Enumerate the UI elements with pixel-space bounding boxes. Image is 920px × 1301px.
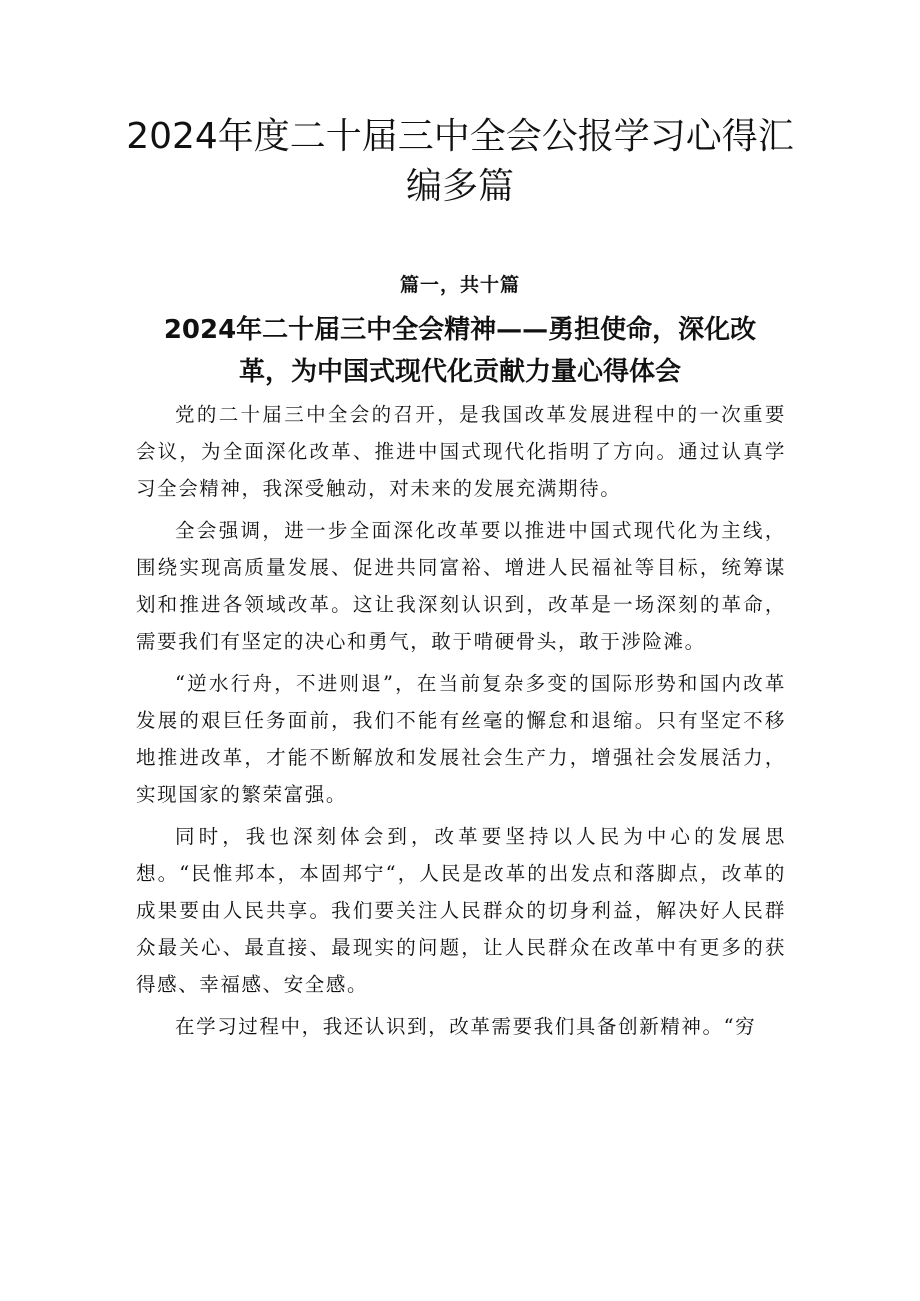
section-label: 篇一，共十篇 bbox=[399, 274, 520, 296]
article-body bbox=[136, 396, 786, 1050]
paragraph: “逆水行舟，不进则退”，在当前复杂多变的国际形势和国内改革发展的艰巨任务面前，我们不能有丝毫的懈怠和退缩。只有坚定不移地推进改革，才能不断解放和发展社会生产力，增强社会发展活力，实现国家的繁荣富强。 bbox=[136, 672, 786, 806]
paragraph: 在学习过程中，我还认识到，改革需要我们具备创新精神。“穷 bbox=[175, 1015, 757, 1038]
paragraph: 同时，我也深刻体会到，改革要坚持以人民为中心的发展思想。“民惟邦本，本固邦宁“，人民是改革的出发点和落脚点，改革的成果要由人民共享。我们要关注人民群众的切身利益，解决好人民群众最关心、最直接、最现实的问题，让人民群众在改革中有更多的获得感、幸福感、安全感。 bbox=[136, 825, 786, 996]
paragraph: 党的二十届三中全会的召开，是我国改革发展进程中的一次重要会议，为全面深化改革、推进中国式现代化指明了方向。通过认真学习全会精神，我深受触动，对未来的发展充满期待。 bbox=[136, 403, 786, 500]
document-title: 2024年度二十届三中全会公报学习心得汇编多篇 bbox=[126, 116, 794, 207]
article-title: 2024年二十届三中全会精神——勇担使命，深化改革，为中国式现代化贡献力量心得体会 bbox=[163, 315, 757, 387]
paragraph: 全会强调，进一步全面深化改革要以推进中国式现代化为主线，围绕实现高质量发展、促进共同富裕、增进人民福祉等目标，统筹谋划和推进各领域改革。这让我深刻认识到，改革是一场深刻的革命，需要我们有坚定的决心和勇气，敢于啃硬骨头，敢于涉险滩。 bbox=[136, 519, 786, 653]
